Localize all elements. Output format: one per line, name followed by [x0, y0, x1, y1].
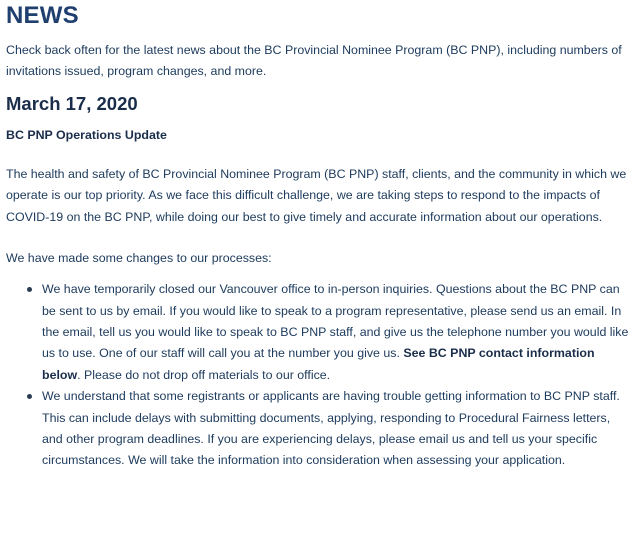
- article-paragraph-1: The health and safety of BC Provincial Nominee Program (BC PNP) staff, clients, and the community in which we operate is our top priority. As we face this difficult challenge, we are taking steps to respond to the impacts of COVID-19 on the BC PNP, while doing our best to give timely and accurate information about our operations.: [6, 167, 627, 224]
- bottom-fade-overlay: [500, 513, 640, 535]
- article-date-heading: March 17, 2020: [6, 93, 138, 114]
- changes-list: [6, 279, 632, 472]
- page-title: NEWS: [6, 2, 79, 29]
- article-subtitle: BC PNP Operations Update: [6, 128, 167, 142]
- bullet-icon: [27, 287, 32, 292]
- list-item-text: We understand that some registrants or applicants are having trouble getting information to BC PNP staff. This can include delays with submitting documents, applying, responding to Procedural Fairness letters, and other program deadlines. If you are experiencing delays, please email us and tell us your specific circumstances. We will take the information into consideration when assessing your application.: [42, 389, 620, 468]
- bullet-icon: [27, 394, 32, 399]
- list-item: [6, 279, 632, 386]
- contact-info-link[interactable]: See BC PNP contact information below: [42, 346, 595, 382]
- article-paragraph-2: We have made some changes to our processes:: [6, 251, 272, 266]
- list-item-text: We have temporarily closed our Vancouver office to in-person inquiries. Questions about the BC PNP can be sent to us by email. If you would like to speak to a program representative, please send us an email. In the email, tell us you would like to speak to BC PNP staff, and give us the telephone number you would like us to use. One of our staff will call you at the number you give us.: [42, 282, 629, 361]
- list-item: [6, 386, 632, 472]
- intro-text: Check back often for the latest news about the BC Provincial Nominee Program (BC PNP), including numbers of invitations issued, program changes, and more.: [6, 43, 622, 78]
- list-item-text-end: . Please do not drop off materials to our office.: [77, 367, 331, 382]
